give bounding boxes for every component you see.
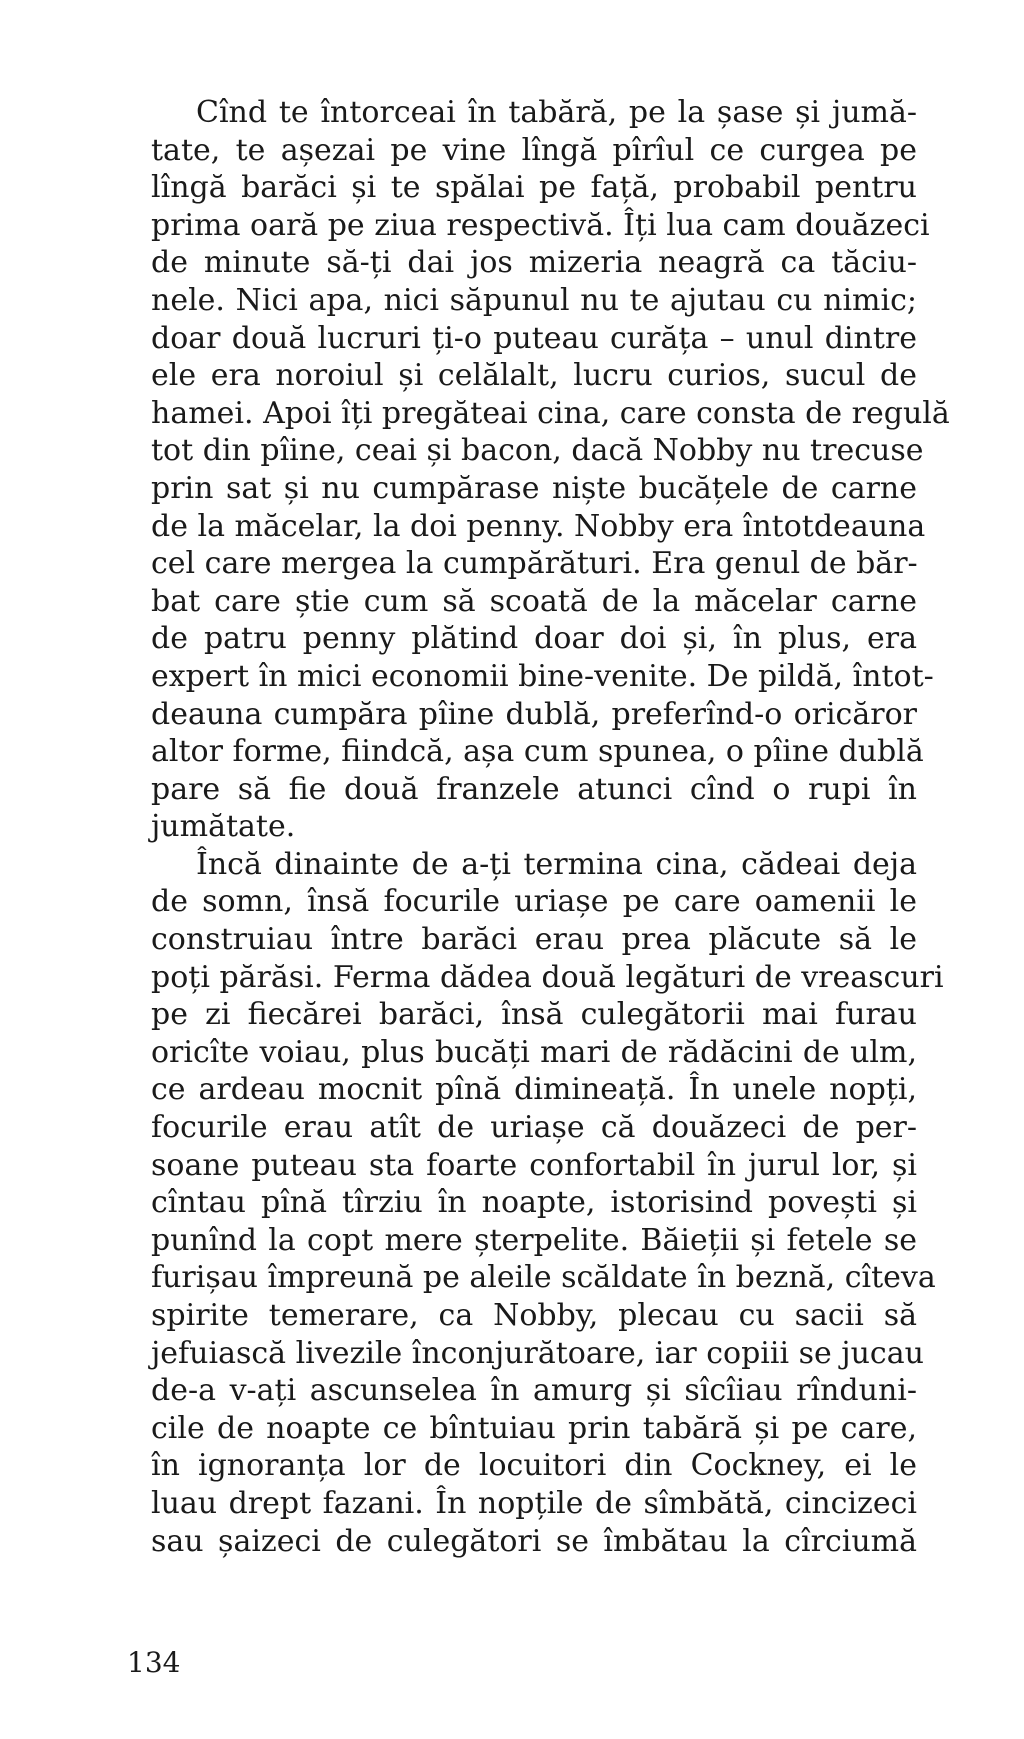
- text-line: deauna cumpăra pîine dublă, preferînd-o oricăror: [151, 696, 917, 732]
- text-line: poți părăsi. Ferma dădea două legături de vreascuri: [151, 959, 944, 995]
- text-line: furișau împreună pe aleile scăldate în beznă, cîteva: [151, 1260, 936, 1296]
- text-line: ce ardeau mocnit pînă dimineață. În unele nopți,: [151, 1072, 917, 1108]
- text-line: sau șaizeci de culegători se îmbătau la cîrciumă: [151, 1523, 917, 1559]
- text-line: în ignoranța lor de locuitori din Cockney, ei le: [151, 1448, 917, 1484]
- text-line: tate, te așezai pe vine lîngă pîrîul ce curgea pe: [151, 132, 917, 168]
- text-line: nele. Nici apa, nici săpunul nu te ajutau cu nimic;: [151, 282, 917, 318]
- text-line: lîngă barăci și te spălai pe față, probabil pentru: [151, 170, 917, 206]
- text-line: spirite temerare, ca Nobby, plecau cu sacii să: [151, 1298, 917, 1333]
- text-line: prima oară pe ziua respectivă. Îți lua cam douăzeci: [151, 207, 930, 243]
- text-line: de minute să-ți dai jos mizeria neagră ca tăciu-: [151, 245, 917, 281]
- text-line: Încă dinainte de a-ți termina cina, cădeai deja: [196, 846, 917, 882]
- text-line: hamei. Apoi îți pregăteai cina, care consta de regulă: [151, 395, 950, 431]
- text-line: prin sat și nu cumpărase niște bucățele de carne: [151, 470, 917, 506]
- text-line: altor forme, fiindcă, așa cum spunea, o pîine dublă: [151, 734, 924, 770]
- text-line: oricîte voiau, plus bucăți mari de rădăcini de ulm,: [151, 1034, 917, 1070]
- text-line: jumătate.: [151, 809, 296, 845]
- paragraph-1: [151, 94, 950, 846]
- text-line: de patru penny plătind doar doi și, în plus, era: [151, 621, 917, 657]
- text-line: expert în mici economii bine-venite. De pildă, întot-: [151, 658, 934, 694]
- text-line: tot din pîine, ceai și bacon, dacă Nobby nu trecuse: [151, 433, 924, 469]
- text-line: pe zi fiecărei barăci, însă culegătorii mai furau: [151, 997, 917, 1033]
- text-line: punînd la copt mere șterpelite. Băieții și fetele se: [151, 1222, 917, 1258]
- text-line: construiau între barăci erau prea plăcute să le: [151, 922, 917, 958]
- text-line: soane puteau sta foarte confortabil în jurul lor, și: [151, 1147, 917, 1183]
- text-line: ele era noroiul și celălalt, lucru curios, sucul de: [151, 358, 917, 394]
- paragraph-2: [151, 846, 944, 1560]
- text-line: cile de noapte ce bîntuiau prin tabără și pe care,: [151, 1410, 917, 1446]
- text-line: focurile erau atît de uriașe că douăzeci de per-: [151, 1110, 917, 1146]
- text-line: cel care mergea la cumpărături. Era genul de băr-: [151, 546, 918, 582]
- text-line: jefuiască livezile înconjurătoare, iar copiii se jucau: [151, 1335, 924, 1371]
- text-line: bat care știe cum să scoată de la măcelar carne: [151, 583, 917, 619]
- text-line: cîntau pînă tîrziu în noapte, istorisind povești și: [151, 1185, 917, 1221]
- text-line: de la măcelar, la doi penny. Nobby era întotdeauna: [151, 508, 926, 544]
- text-line: de-a v-ați ascunselea în amurg și sîcîiau rînduni-: [151, 1373, 917, 1409]
- text-line: pare să fie două franzele atunci cînd o rupi în: [151, 771, 917, 807]
- text-line: doar două lucruri ți-o puteau curăța – unul dintre: [151, 320, 917, 356]
- text-line: Cînd te întorceai în tabără, pe la șase și jumă-: [196, 95, 917, 130]
- body-text: [151, 94, 950, 1560]
- text-line: de somn, însă focurile uriașe pe care oamenii le: [151, 884, 917, 920]
- text-line: luau drept fazani. În nopțile de sîmbătă, cincizeci: [151, 1485, 917, 1521]
- page-number: 134: [127, 1646, 181, 1679]
